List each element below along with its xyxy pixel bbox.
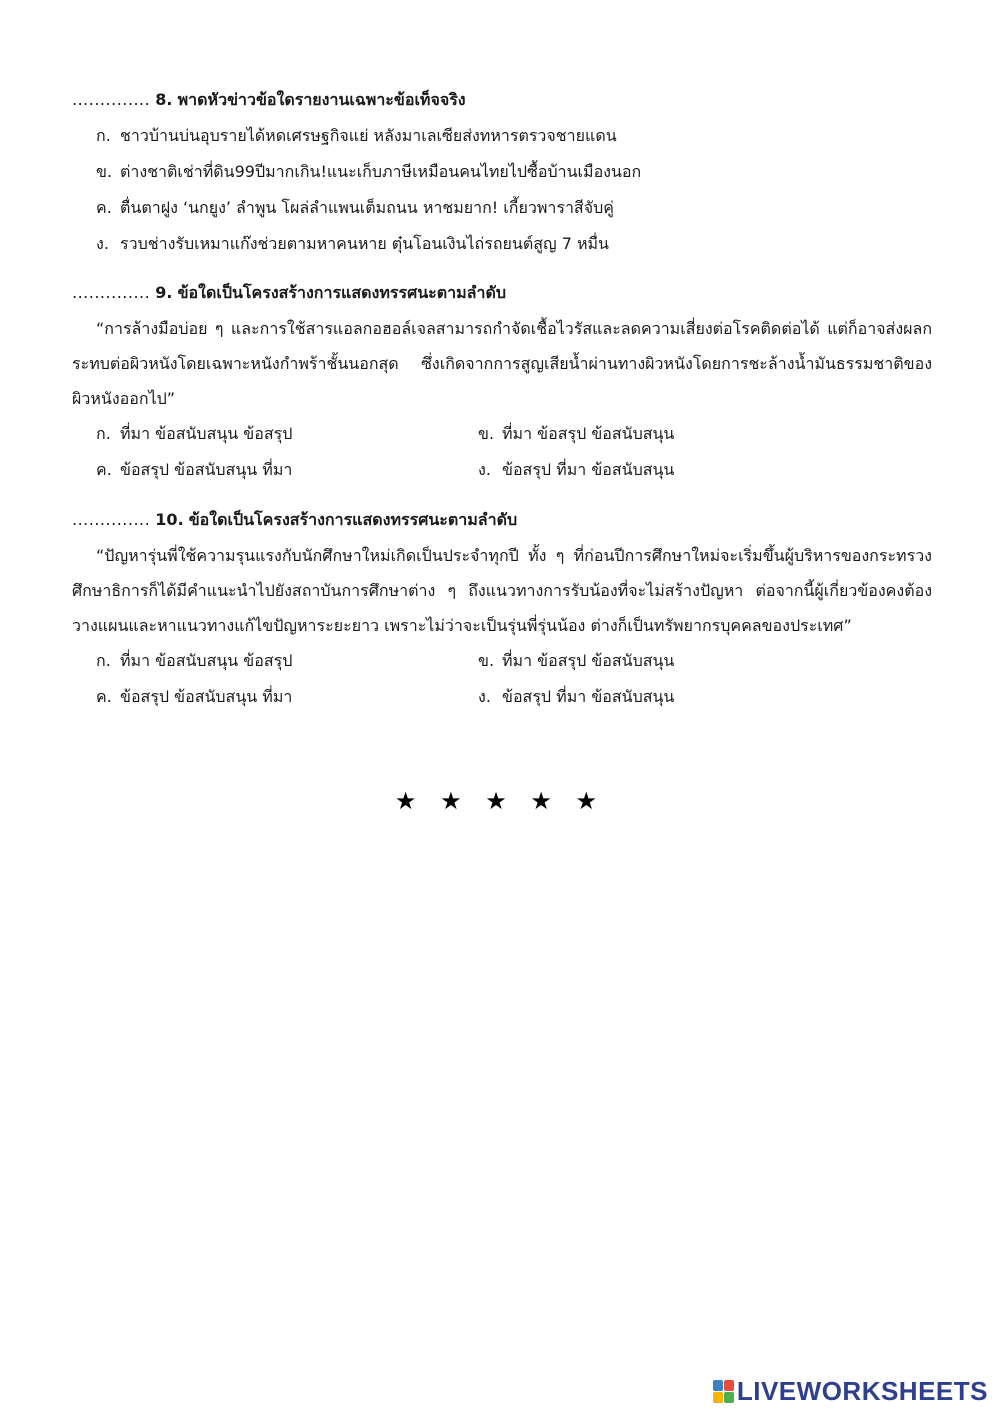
option-label: ข. (96, 162, 113, 181)
option-label: ก. (96, 424, 111, 443)
option-text: ที่มา ข้อสรุป ข้อสนับสนุน (502, 424, 675, 443)
option-c (72, 190, 932, 226)
question-9 (72, 275, 932, 488)
option-label: ก. (96, 651, 111, 670)
question-number: 9. (155, 283, 173, 302)
option-d (478, 679, 878, 715)
option-text: ข้อสรุป ข้อสนับสนุน ที่มา (120, 460, 293, 479)
logo-mark-icon (713, 1380, 733, 1402)
option-text: ที่มา ข้อสนับสนุน ข้อสรุป (120, 424, 293, 443)
logo-square (713, 1392, 723, 1403)
answer-blank[interactable]: .............. (72, 90, 151, 109)
star-icon: ★ (394, 787, 425, 815)
option-text: ชาวบ้านบ่นอุบรายได้หดเศรษฐกิจแย่ หลังมาเลเซียส่งทหารตรวจชายแดน (120, 126, 617, 145)
options-grid (72, 416, 932, 488)
star-divider (0, 787, 1000, 815)
option-b (72, 154, 932, 190)
question-text: ข้อใดเป็นโครงสร้างการแสดงทรรศนะตามลำดับ (188, 510, 518, 529)
question-10 (72, 502, 932, 715)
option-d (72, 226, 932, 262)
star-icon: ★ (485, 787, 515, 815)
answer-blank[interactable]: .............. (72, 510, 151, 529)
option-label: ง. (478, 687, 491, 706)
option-text: ตื่นตาฝูง ‘นกยูง’ ลำพูน โผล่ลำแพนเต็มถนน หาชมยาก! เกี้ยวพาราสีจับคู่ (120, 198, 614, 217)
star-icon: ★ (575, 787, 606, 815)
option-d (478, 452, 878, 488)
logo-square (724, 1392, 734, 1403)
option-a (96, 416, 478, 452)
option-label: ค. (96, 460, 112, 479)
option-text: ที่มา ข้อสนับสนุน ข้อสรุป (120, 651, 293, 670)
liveworksheets-logo[interactable] (713, 1376, 988, 1406)
logo-square (724, 1380, 734, 1391)
option-text: ข้อสรุป ที่มา ข้อสนับสนุน (502, 687, 675, 706)
brand-name: LIVEWORKSHEETS (736, 1375, 988, 1406)
question-8-header (72, 82, 932, 118)
question-text: พาดหัวข่าวข้อใดรายงานเฉพาะข้อเท็จจริง (177, 90, 466, 109)
option-label: ก. (96, 126, 111, 145)
option-label: ง. (478, 460, 491, 479)
question-number: 8. (155, 90, 173, 109)
question-10-header (72, 502, 932, 538)
option-text: รวบช่างรับเหมาแก๊งช่วยตามหาคนหาย ตุ๋นโอนเงินไถ่รถยนต์สูญ 7 หมื่น (120, 234, 609, 253)
option-a (96, 643, 478, 679)
option-a (72, 118, 932, 154)
logo-square (713, 1380, 723, 1391)
option-text: ต่างชาติเช่าที่ดิน99ปีมากเกิน!แนะเก็บภาษีเหมือนคนไทยไปซื้อบ้านเมืองนอก (120, 162, 642, 181)
star-icon: ★ (440, 787, 470, 815)
question-9-header (72, 275, 932, 311)
option-b (478, 416, 878, 452)
options-grid (72, 643, 932, 715)
question-text: ข้อใดเป็นโครงสร้างการแสดงทรรศนะตามลำดับ (177, 283, 507, 302)
option-label: ง. (96, 234, 109, 253)
option-label: ข. (478, 651, 495, 670)
option-text: ข้อสรุป ข้อสนับสนุน ที่มา (120, 687, 293, 706)
question-8 (72, 82, 932, 262)
option-label: ข. (478, 424, 495, 443)
passage: “ปัญหารุ่นพี่ใช้ความรุนแรงกับนักศึกษาใหม่เกิดเป็นประจำทุกปี ทั้ง ๆ ที่ก่อนปีการศึกษาใหม่จะเริ่มขึ้นผู้บริหารของกระทรวงศึกษาธิการก็ได้มีคำแนะนำไปยังสถาบันการศึกษาต่าง ๆ ถึงแนวทางการรับน้องที่จะไม่สร้างปัญหา ต่อจากนี้ผู้เกี่ยวข้องคงต้องวางแผนและหาแนวทางแก้ไขปัญหาระยะยาว เพราะไม่ว่าจะเป็นรุ่นพี่รุ่นน้อง ต่างก็เป็นทรัพยากรบุคคลของประเทศ” (72, 546, 932, 635)
option-label: ค. (96, 687, 112, 706)
option-b (478, 643, 878, 679)
question-number: 10. (155, 510, 184, 529)
option-text: ที่มา ข้อสรุป ข้อสนับสนุน (502, 651, 675, 670)
option-c (96, 452, 478, 488)
option-c (96, 679, 478, 715)
option-label: ค. (96, 198, 112, 217)
option-text: ข้อสรุป ที่มา ข้อสนับสนุน (502, 460, 675, 479)
star-icon: ★ (530, 787, 560, 815)
passage: “การล้างมือบ่อย ๆ และการใช้สารแอลกอฮอล์เจลสามารถกำจัดเชื้อไวรัสและลดความเสี่ยงต่อโรคติดต่อได้ แต่ก็อาจส่งผลกระทบต่อผิวหนังโดยเฉพาะหนังกำพร้าชั้นนอกสุด ซึ่งเกิดจากการสูญเสียน้ำผ่านทางผิวหนังโดยการชะล้างน้ำมันธรรมชาติของผิวหนังออกไป” (72, 319, 932, 408)
answer-blank[interactable]: .............. (72, 283, 151, 302)
